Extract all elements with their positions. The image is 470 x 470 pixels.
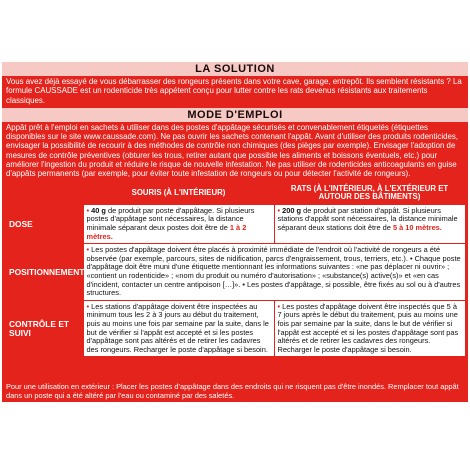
mode-title: MODE D'EMPLOI bbox=[187, 108, 283, 121]
dose-souris-cell bbox=[83, 204, 274, 243]
position-text: Les postes d'appâtage doivent être placés à proximité immédiate de l'endroit où l'activité de rongeurs a été observée (par exemple, parcours, sites de nidification, parcs d'engraissement, trous, terriers, etc.). • Chaque poste d'appâtage doit être muni d'une étiquette mentionnant les informations suivantes : «ne pas déplacer ni ouvrir» ; «contient un rodenticide» ; «nom du produit ou numéro d'autorisation» ; «substance(s) active(s)» et «en cas d'incident, contacter un centre antipoison […]». • Les postes d'appâtage, si possible, être fixés au sol ou à d'autres structures. bbox=[86, 245, 461, 298]
table-row-controle bbox=[5, 300, 465, 357]
bullet: • bbox=[277, 301, 281, 311]
table-row-dose bbox=[5, 204, 465, 243]
row-label-position: POSITIONNEMENT bbox=[9, 266, 85, 277]
bullet: • bbox=[86, 245, 90, 255]
header-rats: RATS (À L'INTÉRIEUR, À L'EXTÉRIEUR ET AUTOUR DES BÂTIMENTS) bbox=[290, 183, 449, 202]
row-label-controle: CONTRÔLE ET SUIVI bbox=[9, 318, 70, 338]
solution-title: LA SOLUTION bbox=[195, 63, 275, 75]
controle-rats-cell bbox=[274, 300, 465, 357]
solution-text: Vous avez déjà essayé de vous débarrasser des rongeurs présents dans votre cave, garage, entrepôt. Ils semblent résistants ? La formule CAUSSADE est un rodenticide très appétent conçu pour lutter contre les rats devenus résistants aux traitements classiques. bbox=[6, 77, 462, 105]
bullet: • bbox=[277, 205, 281, 215]
dose-souris-text: de produit par poste d'appâtage. Si plusieurs postes d'appâtage sont nécessaires, la distance minimale séparant deux postes doit être de bbox=[86, 205, 255, 233]
table-header-row bbox=[5, 183, 465, 205]
row-label-dose: DOSE bbox=[9, 218, 33, 229]
controle-rats-text: Les postes d'appâtage doivent être inspectés que 5 à 7 jours après le début du traitement, puis au moins une fois par semaine par la suite, dans le but de vérifier si l'appât est accepté et si les postes d'appâtage sont pas altérés et de retirer les cadavres des rongeurs. Recharger le poste d'appâtage si besoin. bbox=[277, 301, 459, 354]
table-row-position bbox=[5, 244, 465, 301]
controle-souris-text: Les stations d'appâtage doivent être inspectées au minimum tous les 2 à 3 jours au début du traitement, puis au moins une fois par semaine par la suite, dans le but de vérifier si l'appât est accepté et si les postes d'appâtage sont pas altérés et de retirer les cadavres des rongeurs. Recharger le poste d'appâtage si besoin. bbox=[86, 301, 269, 354]
header-souris: SOURIS (À L'INTÉRIEUR) bbox=[131, 187, 226, 197]
solution-header bbox=[2, 62, 468, 76]
controle-souris-cell bbox=[83, 300, 274, 357]
dose-souris-amount: 40 g bbox=[91, 205, 106, 215]
dose-rats-distance: 5 à 10 mètres. bbox=[392, 223, 442, 233]
dose-rats-cell bbox=[274, 204, 465, 243]
dose-souris-distance: 1 à 2 mètres. bbox=[86, 223, 247, 241]
bullet: • bbox=[86, 301, 90, 311]
position-cell bbox=[83, 244, 465, 301]
dose-rats-amount: 200 g bbox=[282, 205, 302, 215]
info-panel bbox=[2, 62, 468, 402]
mode-text: Appât prêt à l'emploi en sachets à utiliser dans des postes d'appâtage sécurisés et convenablement étiquetés (étiquettes disponibles sur le site www.caussade.com). Ne pas ouvrir les sachets contenant l'appât. Avant d'utiliser des produits rodenticides, envisager la possibilité de recourir à des méthodes de contrôle non chimiques (des pièges par exemple). Envisager l'adoption de mesures de contrôle préventives (obturer les trous, retirer autant que possible les aliments et boissons éventuels, etc.) pour améliorer l'ingestion du produit et réduire le risque de nouvelle infestation. Ne pas utiliser de rodenticides anticoagulants en guise d'appâts permanents (par exemple, pour éviter toute infestation de rongeurs ou pour détecter l'activité de rongeurs). bbox=[6, 122, 458, 179]
dose-rats-text: de produit par station d'appât. Si plusieurs stations d'appât sont nécessaires, la distance minimale séparant deux stations doit être de bbox=[277, 205, 458, 233]
footer-note: Pour une utilisation en extérieur : Placer les postes d'appâtage dans des endroits qui ne risquent pas d'être inondés. Remplacer tout appât dans un poste qui a été altéré par l'eau ou contaminé par des saletés. bbox=[6, 382, 459, 400]
empty-header bbox=[5, 183, 83, 205]
mode-header bbox=[2, 108, 468, 122]
dosage-table bbox=[5, 183, 466, 358]
bullet: • bbox=[86, 205, 90, 215]
